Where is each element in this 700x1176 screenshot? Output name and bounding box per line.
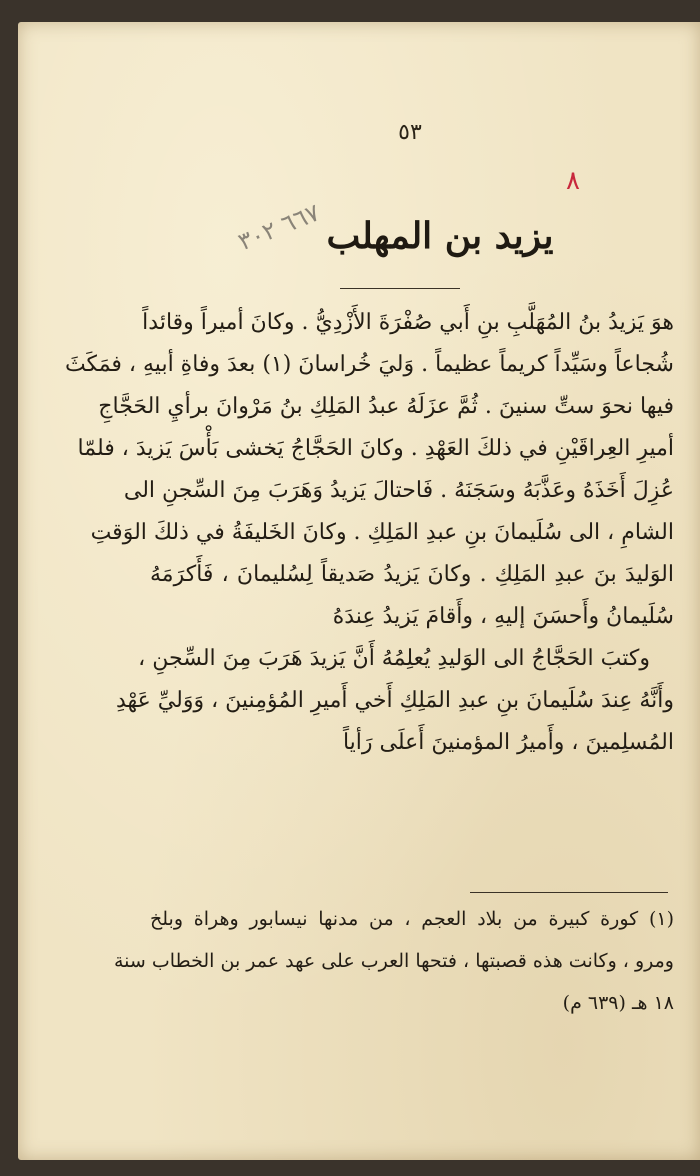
chapter-title: يزيد بن المهلب — [326, 215, 554, 257]
text-line: وأَنَّهُ عِندَ سُلَيمانَ بنِ عبدِ المَلِكِ أَخي أَميرِ المُؤمِنينَ ، وَوَليِّ عَهْدِ — [115, 688, 674, 713]
text-line: عُزِلَ أَخَذَهُ وعَذَّبَهُ وسَجَنَهُ . فَاحتالَ يَزيدُ وَهَرَبَ مِنَ السِّجنِ الى — [123, 478, 674, 503]
text-line: الوَليدَ بنَ عبدِ المَلِكِ . وكانَ يَزيدُ صَديقاً لِسُليمانَ ، فَأَكرَمَهُ — [150, 562, 674, 587]
footnote-separator — [470, 892, 668, 893]
page-number: ٥٣ — [398, 120, 422, 145]
paragraph-2-continued — [115, 680, 674, 764]
pencil-annotation: ٦٦٧ ٣٠٢ — [234, 198, 324, 257]
footnote-line: ١٨ هـ (٦٣٩ م) — [562, 992, 674, 1014]
red-ink-mark: ٨ — [566, 166, 580, 196]
text-line: وكتبَ الحَجَّاجُ الى الوَليدِ يُعلِمُهُ أَنَّ يَزيدَ هَرَبَ مِنَ السِّجنِ ، — [138, 646, 650, 671]
text-line: هوَ يَزيدُ بنُ المُهَلَّبِ بنِ أَبي صُفْرَةَ الأَزْدِيُّ . وكانَ أميراً وقائداً — [142, 310, 674, 335]
text-line: سُلَيمانُ وأَحسَنَ إليهِ ، وأَقامَ يَزيدُ عِندَهُ — [332, 604, 674, 629]
text-line: فيها نحوَ ستِّ سنينَ . ثُمَّ عزَلَهُ عبدُ المَلِكِ بنُ مَرْوانَ برأيِ الحَجَّاجِ — [98, 394, 674, 419]
body-text — [64, 302, 674, 764]
footnote — [113, 902, 674, 1028]
text-line: المُسلِمينَ ، وأَميرُ المؤمنينَ أَعلَى رَأياً — [342, 730, 674, 755]
footnote-line: (١) كورة كبيرة من بلاد العجم ، من مدنها نيسابور وهراة وبلخ — [150, 908, 674, 930]
text-line: أميرِ العِراقَيْنِ في ذلكَ العَهْدِ . وكانَ الحَجَّاجُ يَخشى بَأْسَ يَزيدَ ، فلمّا — [77, 436, 674, 461]
paragraph-1 — [64, 302, 674, 638]
text-line: شُجاعاً وسَيِّداً كريماً عظيماً . وَليَ خُراسانَ (١) بعدَ وفاةِ أبيهِ ، فمَكَثَ — [64, 352, 674, 377]
text-line: الشامِ ، الى سُلَيمانَ بنِ عبدِ المَلِكِ . وكانَ الخَليفَةُ في ذلكَ الوَقتِ — [90, 520, 674, 545]
footnote-line: ومرو ، وكانت هذه قصبتها ، فتحها العرب على عهد عمر بن الخطاب سنة — [113, 950, 674, 972]
title-underline — [340, 288, 460, 289]
paragraph-2 — [138, 638, 674, 680]
